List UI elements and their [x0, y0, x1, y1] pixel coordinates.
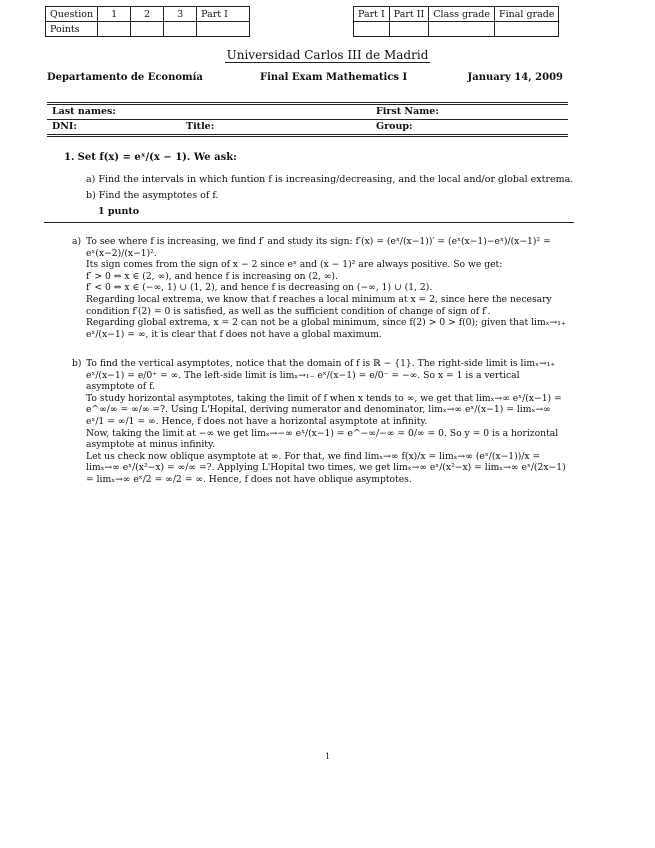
grade-value-row — [354, 22, 559, 37]
score-table-right — [353, 6, 559, 37]
cell-part-ii: Part II — [389, 7, 429, 22]
cell-part1: Part I — [197, 7, 250, 22]
grade-header-row — [354, 7, 559, 22]
question-text: Set f(x) = eˣ/(x − 1). We ask: — [77, 152, 237, 163]
cell-part-ii-value[interactable] — [389, 22, 429, 37]
solution-a-line: Regarding local extrema, we know that f reaches a local minimum at x = 2, since here the necesary condition f′(2) = 0 is satisfied, as well as the sufficient condition of change of sign of f′. — [86, 293, 552, 317]
title-label: Title: — [186, 121, 215, 132]
solution-b-label: b) — [72, 358, 82, 369]
exam-date: January 14, 2009 — [467, 72, 563, 83]
solution-b-line: Let us check now oblique asymptote at ∞. For that, we find limₓ→∞ f(x)/x = limₓ→∞ (eˣ/(x−1))/x = limₓ→∞ eˣ/(x²−x) = ∞/∞ =?. Applying L'Hopital two times, we get limₓ→∞ eˣ/(x²−x) = limₓ→∞ eˣ/(2x−1) = limₓ→∞ eˣ/2 = ∞/2 = ∞. Hence, f does not have oblique asymptotes. — [86, 450, 566, 485]
solution-a-label: a) — [72, 236, 82, 247]
score-table-left — [45, 6, 250, 37]
question-points: 1 punto — [98, 206, 140, 217]
rule-top-2 — [47, 104, 568, 105]
cell-class-grade-value[interactable] — [429, 22, 495, 37]
solution-part-a — [72, 236, 566, 340]
solution-part-b — [72, 358, 566, 486]
question-separator — [44, 222, 574, 223]
cell-final-grade: Final grade — [495, 7, 559, 22]
dni-label: DNI: — [52, 121, 77, 132]
cell-q1: 1 — [98, 7, 131, 22]
solution-b-line: To find the vertical asymptotes, notice that the domain of f is ℝ − {1}. The right-side limit is limₓ→₁₊ eˣ/(x−1) = e/0⁺ = ∞. The left-side limit is limₓ→₁₋ eˣ/(x−1) = e/0⁻ = −∞. So x = 1 is a vertical asymptote of f. — [86, 358, 556, 393]
score-points-row — [46, 22, 250, 37]
cell-q3: 3 — [164, 7, 197, 22]
cell-points: Points — [46, 22, 98, 37]
solution-a-line: Regarding global extrema, x = 2 can not be a global minimum, since f(2) > 0 > f(0); given that limₓ→₁₊ eˣ/(x−1) = ∞, it is clear that f does not have a global maximum. — [86, 317, 566, 340]
question-lead — [64, 152, 237, 163]
question-part-b: b) Find the asymptotes of f. — [86, 190, 219, 201]
cell-final-grade-value[interactable] — [495, 22, 559, 37]
university-name: Universidad Carlos III de Madrid — [226, 48, 429, 62]
cell-question: Question — [46, 7, 98, 22]
question-number: 1. — [64, 152, 75, 163]
cell-part-i-value[interactable] — [354, 22, 390, 37]
solution-a-line: f′ < 0 ⇔ x ∈ (−∞, 1) ∪ (1, 2), and hence f is decreasing on (−∞, 1) ∪ (1, 2). — [86, 282, 433, 294]
cell-points-q3[interactable] — [164, 22, 197, 37]
solution-a-line: f′ > 0 ⇔ x ∈ (2, ∞), and hence f is increasing on (2, ∞). — [86, 270, 338, 282]
page-number: 1 — [324, 752, 331, 761]
cell-part-i: Part I — [354, 7, 390, 22]
last-names-label: Last names: — [52, 106, 116, 117]
rule-bottom-2 — [47, 136, 568, 137]
rule-mid — [47, 119, 568, 120]
department: Departamento de Economía — [47, 72, 203, 83]
rule-bottom — [47, 134, 568, 135]
solution-a-line: Its sign comes from the sign of x − 2 since eˣ and (x − 1)² are always positive. So we get: — [86, 259, 503, 271]
solution-b-line: To study horizontal asymptotes, taking the limit of f when x tends to ∞, we get that limₓ→∞ eˣ/(x−1) = e^∞/∞ = ∞/∞ =?. Using L'Hopital, deriving numerator and denominator, limₓ→∞ eˣ/(x−1) = limₓ→∞ eˣ/1 = ∞/1 = ∞. Hence, f does not have a horizontal asymptote at infinity. — [86, 392, 562, 427]
score-header-row — [46, 7, 250, 22]
cell-points-q2[interactable] — [131, 22, 164, 37]
exam-title: Final Exam Mathematics I — [260, 72, 408, 83]
solution-b-line: Now, taking the limit at −∞ we get limₓ→−∞ eˣ/(x−1) = e^−∞/−∞ = 0/∞ = 0. So y = 0 is a horizontal asymptote at minus infinity. — [86, 427, 559, 451]
cell-points-q1[interactable] — [98, 22, 131, 37]
solution-a-line: To see where f is increasing, we find f′ and study its sign: f′(x) = (eˣ/(x−1))′ = (eˣ(x−1)−eˣ)/(x−1)² = eˣ(x−2)/(x−1)². — [86, 236, 551, 259]
first-name-label: First Name: — [376, 106, 439, 117]
cell-points-part1[interactable] — [197, 22, 250, 37]
cell-q2: 2 — [131, 7, 164, 22]
rule-top — [47, 102, 568, 103]
question-part-a: a) Find the intervals in which funtion f is increasing/decreasing, and the local and/or global extrema. — [86, 174, 574, 185]
group-label: Group: — [376, 121, 413, 132]
cell-class-grade: Class grade — [429, 7, 495, 22]
